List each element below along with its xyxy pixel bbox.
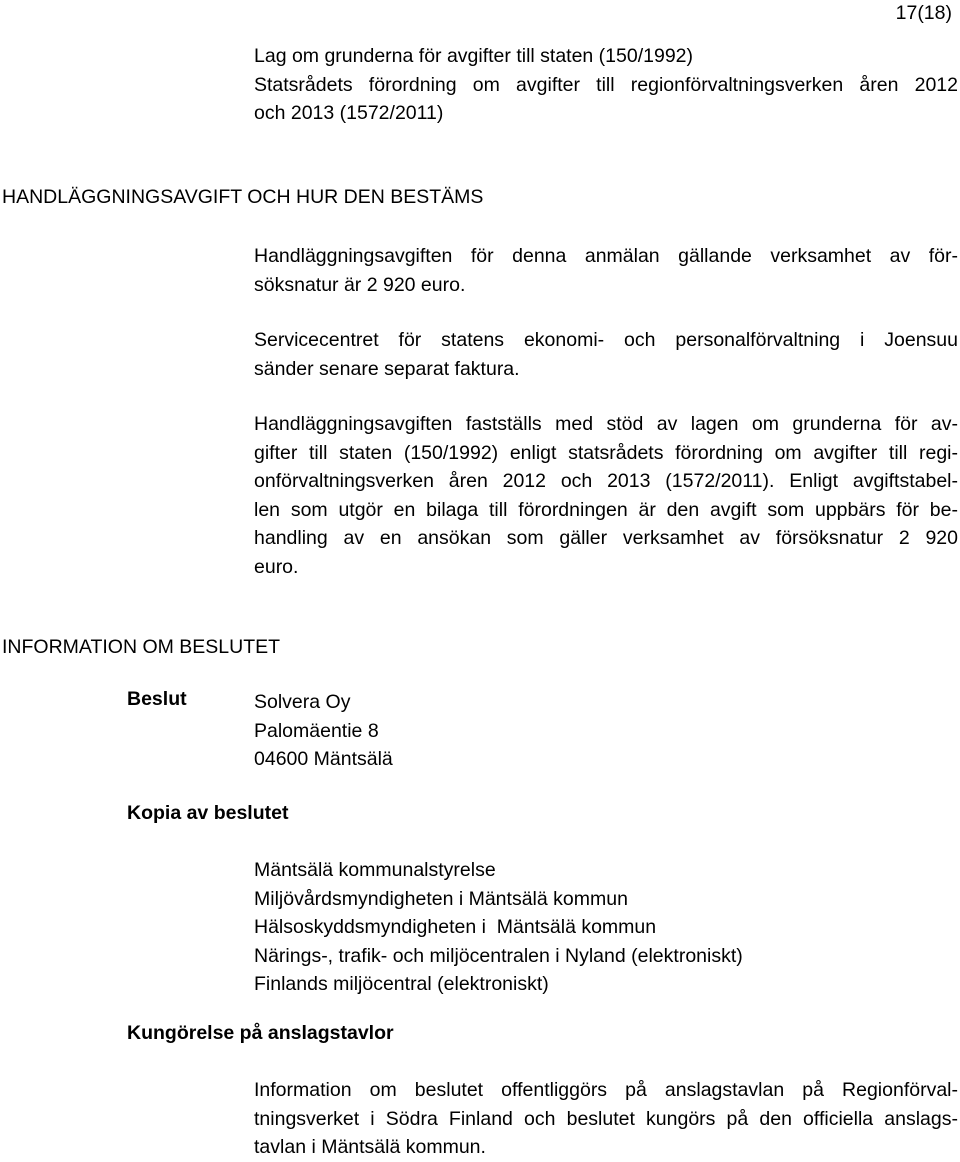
legal-ref-line: Statsrådets förordning om avgifter till regionförvaltningsverken åren 2012 [254,73,958,96]
decision-label: Beslut [127,688,187,710]
copy-recipients [254,856,958,999]
copy-label: Kopia av beslutet [127,802,289,824]
notice-label: Kungörelse på anslagstavlor [127,1022,394,1044]
paragraph-line: Servicecentret för statens ekonomi- och personalförvaltning i Joensuu [254,329,958,351]
decision-recipient [254,688,958,774]
paragraph-line: söksnatur är 2 920 euro. [254,273,466,296]
info-section-heading: INFORMATION OM BESLUTET [2,636,281,658]
notice-text [254,1076,958,1162]
recipient-line: Miljövårdsmyndigheten i Mäntsälä kommun [254,887,628,910]
recipient-line: Närings-, trafik- och miljöcentralen i Nyland (elektroniskt) [254,944,743,967]
recipient-line: Finlands miljöcentral (elektroniskt) [254,973,549,995]
notice-line: tavlan i Mäntsälä kommun. [254,1136,486,1158]
legal-ref-line: och 2013 (1572/2011) [254,102,444,124]
paragraph-line: Handläggningsavgiften för denna anmälan gällande verksamhet av för- [254,245,958,267]
fee-section-heading: HANDLÄGGNINGSAVGIFT OCH HUR DEN BESTÄMS [2,186,484,208]
legal-ref-line: Lag om grunderna för avgifter till staten (150/1992) [254,45,694,67]
recipient-line: Mäntsälä kommunalstyrelse [254,859,496,881]
paragraph-line: handling av en ansökan som gäller verksamhet av försöksnatur 2 920 [254,527,958,549]
fee-paragraph-1 [254,242,958,299]
address-line: Palomäentie 8 [254,719,379,742]
paragraph-line: sänder senare separat faktura. [254,357,520,380]
fee-paragraph-2 [254,326,958,383]
address-line: 04600 Mäntsälä [254,748,393,770]
notice-line: Information om beslutet offentliggörs på anslagstavlan på Regionförval- [254,1079,958,1101]
paragraph-line: euro. [254,555,299,578]
fee-paragraph-3 [254,410,958,581]
notice-line: tningsverket i Södra Finland och beslutet kungörs på den officiella anslags- [254,1107,958,1130]
legal-references [254,42,958,128]
paragraph-line: len som utgör en bilaga till förordningen är den avgift som uppbärs för be- [254,498,958,521]
recipient-line: Hälsoskyddsmyndigheten i Mäntsälä kommun [254,916,657,938]
paragraph-line: gifter till staten (150/1992) enligt statsrådets förordning om avgifter till regi- [254,441,958,464]
address-line: Solvera Oy [254,691,351,713]
paragraph-line: onförvaltningsverken åren 2012 och 2013 (1572/2011). Enligt avgiftstabel- [254,470,958,492]
page-number: 17(18) [895,2,952,24]
paragraph-line: Handläggningsavgiften fastställs med stöd av lagen om grunderna för av- [254,413,958,435]
